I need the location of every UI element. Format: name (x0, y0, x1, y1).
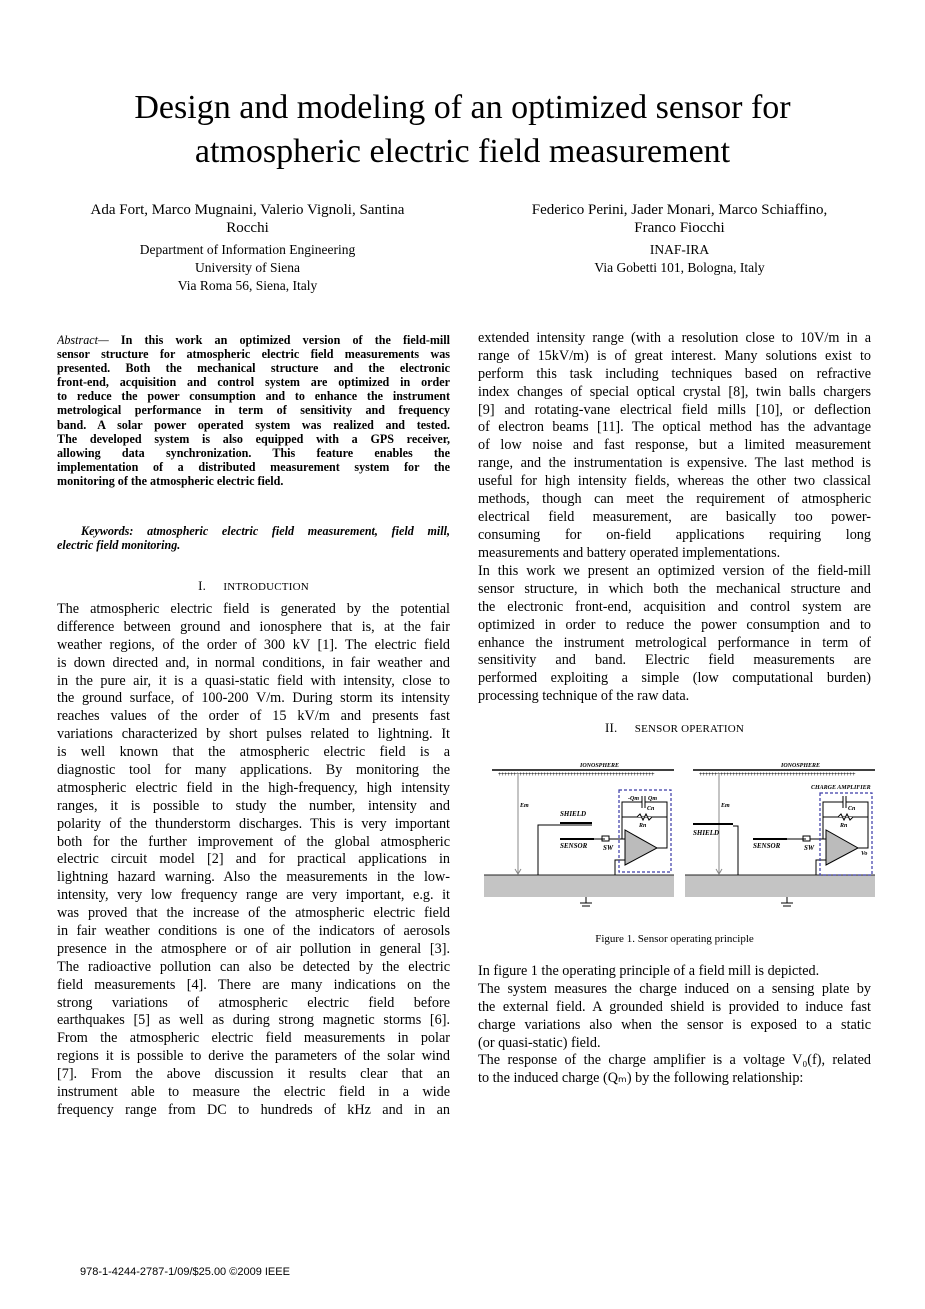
text-line: allowing data synchronization. This feature enables the (57, 445, 450, 460)
charge-amplifier-label: CHARGE AMPLIFIER (811, 785, 871, 791)
text-line: implementation of a distributed measurement system for the (57, 459, 450, 474)
text-line: presence in the atmosphere or of air pollution in general [3]. (57, 940, 450, 957)
text-line: extended intensity range (with a resolution close to 10V/m in a (478, 330, 871, 346)
paragraph (478, 1052, 871, 1088)
resistor (838, 814, 853, 820)
copyright-footer: 978-1-4244-2787-1/09/$25.00 ©2009 IEEE (80, 1266, 290, 1278)
text-line: variations characterized by short pulses related to lightning. It (57, 726, 450, 743)
ionosphere-label: IONOSPHERE (580, 763, 620, 769)
text-line: [7]. From the above discussion it results clear that an (57, 1066, 450, 1083)
vo-label: Vo (861, 851, 868, 857)
ionosphere-charges: ++++++++++++++++++++++++++++++++++++++++++++++++++++ (699, 771, 856, 778)
ground-wire (615, 860, 625, 875)
affiliation: Via Roma 56, Siena, Italy (177, 278, 318, 293)
section-title: SENSOR OPERATION (634, 723, 744, 735)
section-number: II. (604, 720, 618, 735)
text-line: frequency range from DC to hundreds of kHz and in an (57, 1101, 450, 1118)
text-line: [9] and rotating-vane electrical field mills [10], or deflection (478, 401, 871, 418)
text-line: The response of the charge amplifier is a voltage V₀(f), related (478, 1052, 871, 1068)
title-line: atmospheric electric field measurement (194, 133, 731, 170)
text-line: both for the further improvement of the global atmospheric (57, 833, 450, 850)
affiliation: Via Gobetti 101, Bologna, Italy (594, 260, 765, 275)
text-line: The atmospheric electric field is generated by the potential (57, 601, 450, 617)
abstract-text: In this work an optimized version of the field-mill (120, 333, 450, 347)
text-line: In this work we present an optimized version of the field-mill (478, 563, 871, 579)
text-line: electrical field measurement, are basically too power- (478, 508, 871, 525)
text-line: instrument able to measure the electric field in a wide (57, 1084, 450, 1101)
text-line: enhance the instrument metrological performance in term of (478, 634, 871, 651)
op-amp (826, 830, 858, 865)
text-line: optimized in order to reduce the power consumption and to (478, 616, 871, 633)
section-heading-introduction (57, 578, 450, 594)
text-line: of low noise and fast response, but a limited measurement (478, 437, 871, 454)
text-line: consuming for on-field applications requiring long (478, 526, 871, 543)
text-line: (or quasi-static) field. (478, 1034, 601, 1051)
author-block-right (482, 201, 877, 277)
abstract (57, 333, 450, 488)
author-names: Rocchi (226, 220, 269, 236)
text-line: the electronic front-end, acquisition and control system are (478, 598, 871, 615)
text-line: The radioactive pollution can also be detected by the electric (57, 958, 450, 975)
text-line: The system measures the charge induced on a sensing plate by (478, 980, 871, 997)
text-line: to the induced charge (Qₘ) by the following relationship: (478, 1069, 804, 1086)
text-line: range, and the instrumentation is expensive. The last method is (478, 455, 871, 472)
text-line: methods, though can meet the requirement of atmospheric (478, 491, 871, 508)
op-amp (625, 830, 657, 865)
keywords-line: Keywords: atmospheric electric field measurement, field mill, (81, 524, 450, 538)
introduction-text (57, 601, 450, 1120)
qm-label: Qm (648, 796, 657, 802)
shield-label: SHIELD (560, 810, 587, 818)
shield-wire (538, 825, 592, 875)
text-line: diagnostic tool for many applications. By monitoring the (57, 762, 450, 779)
text-line: measurements and battery operated implementations. (478, 544, 781, 561)
ground-plane (484, 875, 674, 897)
text-line: In figure 1 the operating principle of a field mill is depicted. (478, 963, 820, 979)
text-line: From the atmospheric electric field measurements in polar (57, 1030, 450, 1047)
ground-plane (685, 875, 875, 897)
text-line: monitoring of the atmospheric electric field. (57, 473, 284, 488)
paragraph (478, 963, 871, 1052)
text-line: reaches values of the order of 15 kV/m and presents fast (57, 708, 450, 725)
text-line: was proved that the increase of the atmospheric electric field (57, 905, 450, 922)
abstract-first-line (57, 333, 450, 347)
text-line: in fair weather conditions is one of the indicators of aerosols (57, 923, 450, 940)
text-line: is well known that the atmospheric electric field is a (57, 744, 450, 761)
text-line: the ground surface, of 100-200 V/m. During storm its intensity (57, 690, 450, 707)
text-line: electric circuit model [2] and for practical applications in (57, 851, 450, 868)
author-names: Ada Fort, Marco Mugnaini, Valerio Vignoli, Santina (90, 202, 405, 218)
figure-sensor-principle (480, 755, 900, 915)
text-line: weather regions, of the order of 300 kV [1]. The electric field (57, 636, 450, 653)
text-line: useful for high intensity fields, whereas the other two classical (478, 473, 871, 490)
text-line: The developed system is also equipped with a GPS receiver, (57, 431, 450, 446)
author-names: Federico Perini, Jader Monari, Marco Schiaffino, (531, 202, 828, 218)
text-line: sensor structure for atmospheric electric field measurements was (57, 347, 450, 362)
text-line: difference between ground and ionosphere that is, at the fair (57, 618, 450, 635)
text-line: index changes of special optical crystal [8], twin balls chargers (478, 383, 871, 400)
paper-title (0, 86, 925, 174)
sw-label: SW (603, 844, 614, 852)
text-line: in the pure air, it is a quasi-static field with intensity, close to (57, 672, 450, 689)
affiliation: Department of Information Engineering (139, 242, 356, 257)
text-line: band. A solar power operated system was realized and tested. (57, 417, 450, 432)
title-line: Design and modeling of an optimized sensor for (134, 89, 791, 126)
sensor-label: SENSOR (560, 842, 588, 850)
text-line: perform this task including techniques based on refractive (478, 365, 871, 382)
ionosphere-charges: ++++++++++++++++++++++++++++++++++++++++++++++++++++ (498, 771, 655, 778)
em-label: Em (520, 803, 529, 809)
author-names: Franco Fiocchi (634, 220, 725, 236)
figure-caption: Figure 1. Sensor operating principle (595, 933, 754, 945)
text-line: to reduce the power consumption and to enhance the instrument (57, 389, 450, 404)
text-line: strong variations of atmospheric electric field before (57, 994, 450, 1011)
em-label: Em (721, 803, 730, 809)
text-line: intensity, very low frequency range are very important, e.g. it (57, 887, 450, 904)
text-line: charge variations also when the sensor is exposed to a static (478, 1016, 871, 1033)
affiliation: INAF-IRA (649, 242, 710, 257)
ionosphere-label: IONOSPHERE (781, 763, 821, 769)
abstract-body (57, 347, 450, 488)
text-line: ranges, it is possible to study the number, intensity and (57, 797, 450, 814)
text-line: atmospheric electric field in the high-frequency, high intensity (57, 779, 450, 796)
abstract-label: Abstract— (57, 333, 109, 347)
keywords (57, 524, 450, 552)
shield-wire (733, 826, 738, 875)
ground-wire (816, 860, 826, 875)
text-line: field measurements [4]. There are many indications on the (57, 976, 450, 993)
sensor-label: SENSOR (753, 842, 781, 850)
text-line: range of 15kV/m) is of great interest. Many solutions exist to (478, 347, 871, 364)
section-number: I. (198, 578, 207, 593)
text-line: performed exploiting a simple (low computational burden) (478, 670, 871, 687)
cn-label: Cn (647, 806, 655, 812)
shield-label: SHIELD (693, 829, 720, 837)
text-line: lightning hazard warning. Also the measurements in the low- (57, 869, 450, 886)
text-line: polarity of the thunderstorm discharges. This is very important (57, 815, 450, 832)
rn-label: Rn (639, 823, 647, 829)
text-line: sensitivity and band. Electric field measurements are (478, 652, 871, 669)
sw-label: SW (804, 844, 815, 852)
text-line: of electron beams [11]. The optical method has the advantage (478, 419, 871, 436)
text-line: earthquakes [5] as well as during strong magnetic storms [6]. (57, 1012, 450, 1029)
rn-label: Rn (840, 823, 848, 829)
text-line: sensor structure, in which both the mechanical structure and (478, 580, 871, 597)
text-line: the external field. A grounded shield is provided to induce fast (478, 998, 871, 1015)
affiliation: University of Siena (195, 260, 300, 275)
section-heading-sensor-operation (478, 720, 871, 736)
paragraph (478, 563, 871, 706)
text-line: processing technique of the raw data. (478, 688, 690, 705)
text-line: regions it is possible to derive the parameters of the solar wind (57, 1048, 450, 1065)
text-line: is down directed and, in normal conditions, in fair weather and (57, 654, 450, 671)
text-line: presented. Both the mechanical structure and the electronic (57, 361, 450, 376)
paragraph (478, 330, 871, 563)
text-line: front-end, acquisition and control system are optimized in order (57, 375, 450, 390)
cn-label: Cn (848, 806, 856, 812)
author-block-left (50, 201, 445, 295)
text-line: metrological performance in term of sensitivity and frequency (57, 403, 450, 418)
resistor (637, 814, 652, 820)
keywords-line: electric field monitoring. (57, 538, 181, 553)
neg-qm-label: -Qm (628, 796, 639, 802)
section-title: INTRODUCTION (223, 581, 309, 593)
